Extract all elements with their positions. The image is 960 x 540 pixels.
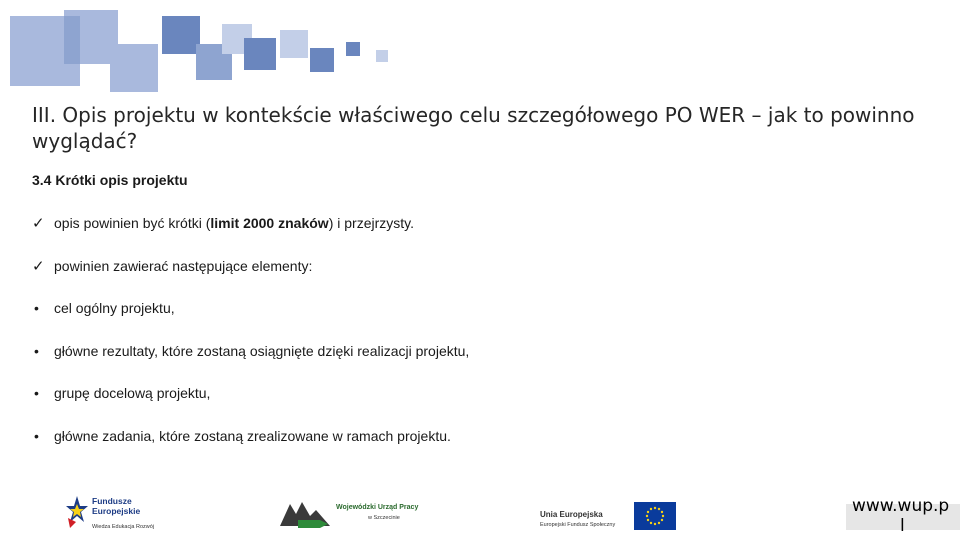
wup-emblem-icon <box>280 500 330 528</box>
fe-logo-sub: Wiedza Edukacja Rozwój <box>92 524 155 530</box>
decor-square <box>244 38 276 70</box>
decor-square <box>346 42 360 56</box>
decor-square <box>310 48 334 72</box>
website-url-continued[interactable]: l <box>900 516 905 536</box>
check-item-text: powinien zawierać następujące elementy: <box>54 258 313 274</box>
ue-logo-line1: Unia Europejska <box>540 510 603 519</box>
check-item-text: opis powinien być krótki ( <box>54 215 211 231</box>
slide-title: III. Opis projektu w kontekście właściwego celu szczegółowego PO WER – jak to powinno wyglądać? <box>32 103 915 153</box>
decor-square <box>376 50 388 62</box>
wup-logo-line1: Wojewódzki Urząd Pracy <box>336 504 419 511</box>
bullet-icon: • <box>34 385 39 401</box>
bullet-item-text: cel ogólny projektu, <box>54 300 175 316</box>
check-icon: ✓ <box>32 215 45 232</box>
decor-square <box>280 30 308 58</box>
bullet-item <box>32 299 175 317</box>
wup-logo <box>280 498 440 530</box>
bullet-item-text: główne rezultaty, które zostaną osiągnięte dzięki realizacji projektu, <box>54 343 470 359</box>
fe-star-icon <box>66 494 88 530</box>
bullet-icon: • <box>34 343 39 359</box>
check-item <box>32 214 414 233</box>
eu-flag-icon <box>634 502 676 530</box>
fe-logo-text <box>92 496 140 516</box>
bullet-item <box>32 384 210 402</box>
decor-square <box>110 44 158 92</box>
bullet-icon: • <box>34 300 39 316</box>
check-item <box>32 257 312 276</box>
bullet-item <box>32 427 451 445</box>
bullet-item-text: główne zadania, które zostaną zrealizowane w ramach projektu. <box>54 428 451 444</box>
bullet-item-text: grupę docelową projektu, <box>54 385 211 401</box>
fe-logo-line1: Fundusze <box>92 496 132 506</box>
unia-europejska-logo <box>540 502 680 530</box>
fundusze-europejskie-logo <box>66 494 176 532</box>
fe-logo-line2: Europejskie <box>92 506 141 516</box>
check-item-text-end: ) i przejrzysty. <box>328 215 414 231</box>
check-item-bold: limit 2000 znaków <box>210 215 329 231</box>
wup-logo-line2: w Szczecinie <box>368 515 400 521</box>
ue-logo-line2: Europejski Fundusz Społeczny <box>540 522 616 528</box>
decor-square <box>64 16 80 64</box>
website-url[interactable]: www.wup.p <box>852 496 950 516</box>
section-subtitle: 3.4 Krótki opis projektu <box>32 172 188 188</box>
bullet-item <box>32 342 469 360</box>
bullet-icon: • <box>34 428 39 444</box>
check-icon: ✓ <box>32 258 45 275</box>
decor-square <box>162 16 200 54</box>
